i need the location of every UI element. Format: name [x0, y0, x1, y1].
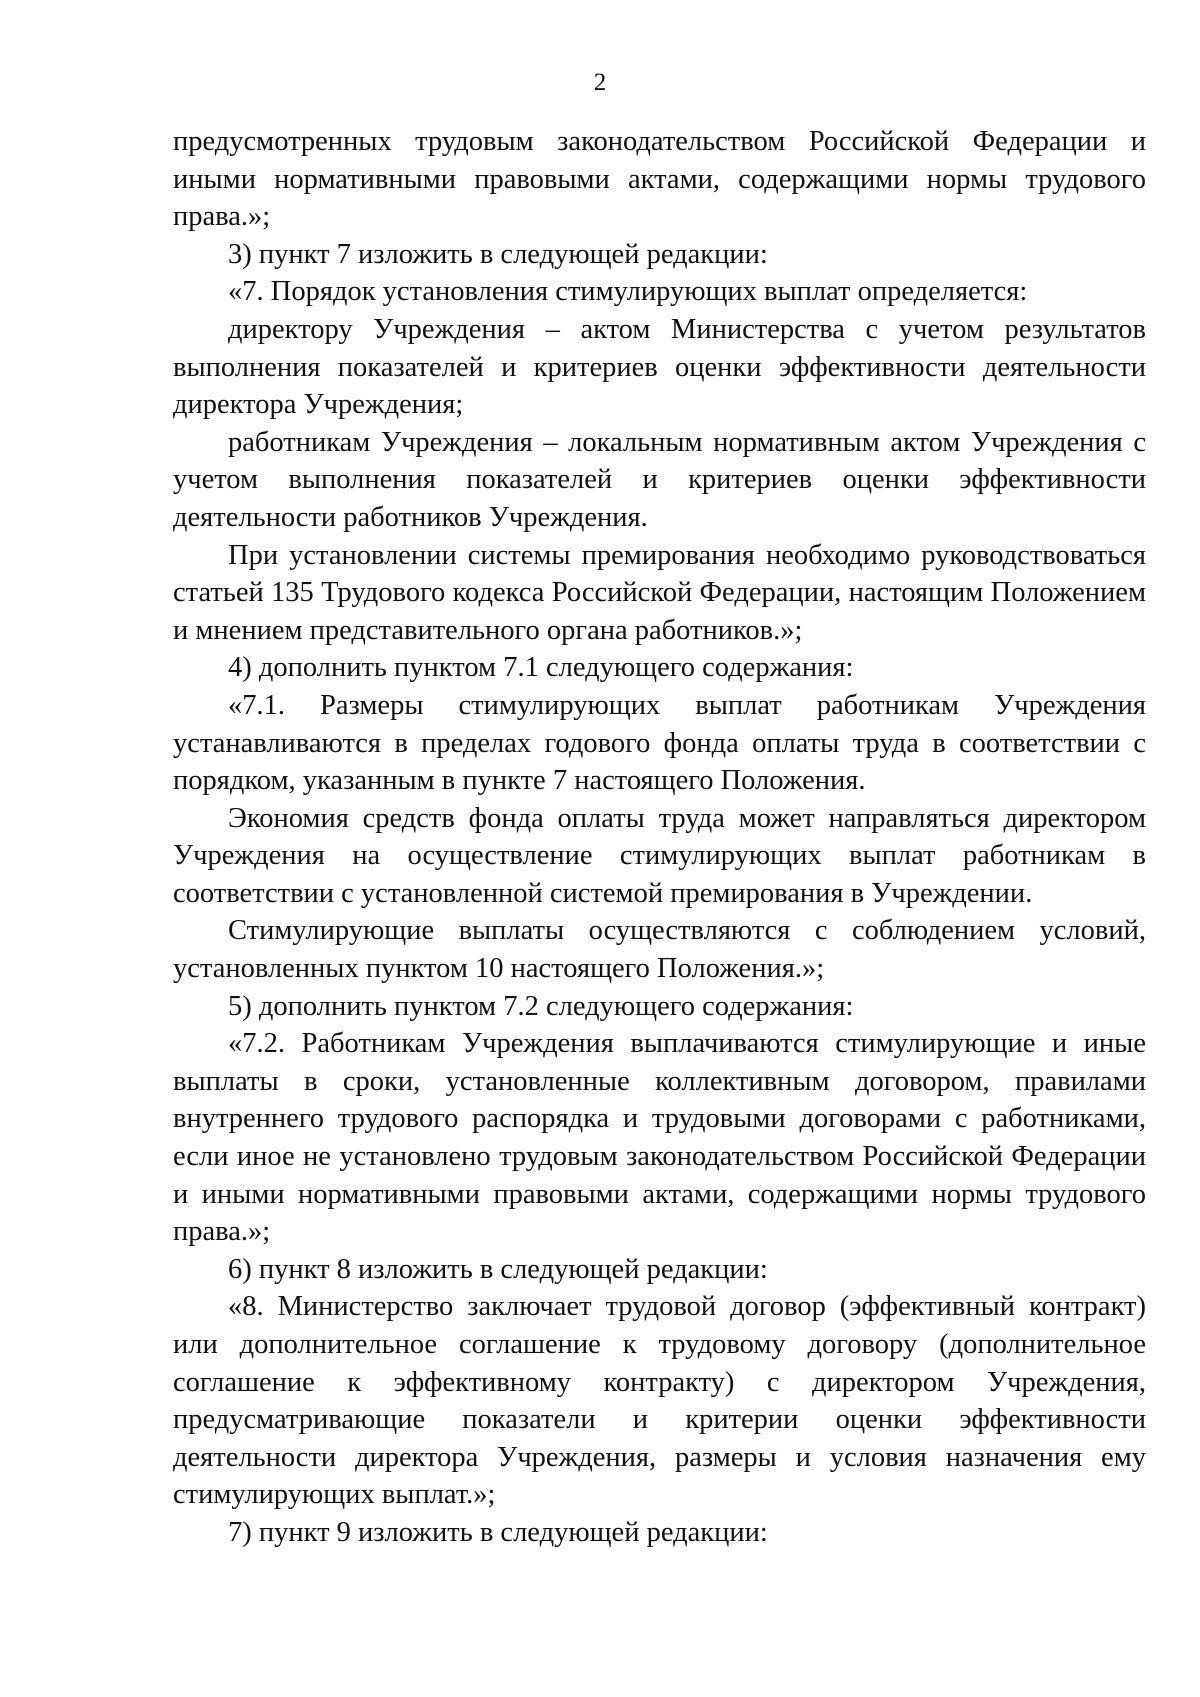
paragraph-item-6: 6) пункт 8 изложить в следующей редакции: [228, 1253, 768, 1285]
paragraph-bonus-system: При установлении системы премирования необходимо руководствоваться статьей 135 Трудового кодекса Российской Федерации, настоящим Положением и мнением представительного органа работников.»; [173, 539, 1146, 646]
document-body [173, 123, 1146, 1552]
paragraph-quote-8: «8. Министерство заключает трудовой договор (эффективный контракт) или дополнительное соглашение к трудовому договору (дополнительное соглашение к эффективному контракту) с директором Учреждения, предусматривающие показатели и критерии оценки эффективности деятельности директора Учреждения, размеры и условия назначения ему стимулирующих выплат.»; [173, 1291, 1146, 1511]
paragraph-item-3: 3) пункт 7 изложить в следующей редакции: [228, 238, 768, 270]
paragraph-savings: Экономия средств фонда оплаты труда может направляться директором Учреждения на осуществление стимулирующих выплат работникам в соответствии с установленной системой премирования в Учреждении. [173, 802, 1146, 909]
paragraph-director: директору Учреждения – актом Министерства с учетом результатов выполнения показателей и критериев оценки эффективности деятельности директора Учреждения; [173, 313, 1146, 421]
paragraph-quote-7-1: «7.1. Размеры стимулирующих выплат работникам Учреждения устанавливаются в пределах годового фонда оплаты труда в соответствии с порядком, указанным в пункте 7 настоящего Положения. [173, 689, 1146, 797]
paragraph-incentive-conditions: Стимулирующие выплаты осуществляются с соблюдением условий, установленных пунктом 10 настоящего Положения.»; [173, 915, 1146, 985]
paragraph-continuation: предусмотренных трудовым законодательством Российской Федерации и иными нормативными правовыми актами, содержащими нормы трудового права.»; [173, 126, 1146, 233]
paragraph-employees: работникам Учреждения – локальным нормативным актом Учреждения с учетом выполнения показателей и критериев оценки эффективности деятельности работников Учреждения. [173, 426, 1146, 533]
paragraph-quote-7-2: «7.2. Работникам Учреждения выплачиваются стимулирующие и иные выплаты в сроки, установленные коллективным договором, правилами внутреннего трудового распорядка и трудовыми договорами с работниками, если иное не установлено трудовым законодательством Российской Федерации и иными нормативными правовыми актами, содержащими нормы трудового права.»; [173, 1028, 1146, 1248]
page-number: 2 [593, 69, 607, 96]
paragraph-item-4: 4) дополнить пунктом 7.1 следующего содержания: [228, 652, 854, 684]
paragraph-item-5: 5) дополнить пунктом 7.2 следующего содержания: [228, 990, 854, 1022]
paragraph-item-7: 7) пункт 9 изложить в следующей редакции: [228, 1516, 768, 1548]
paragraph-quote-7: «7. Порядок установления стимулирующих выплат определяется: [228, 276, 1028, 308]
